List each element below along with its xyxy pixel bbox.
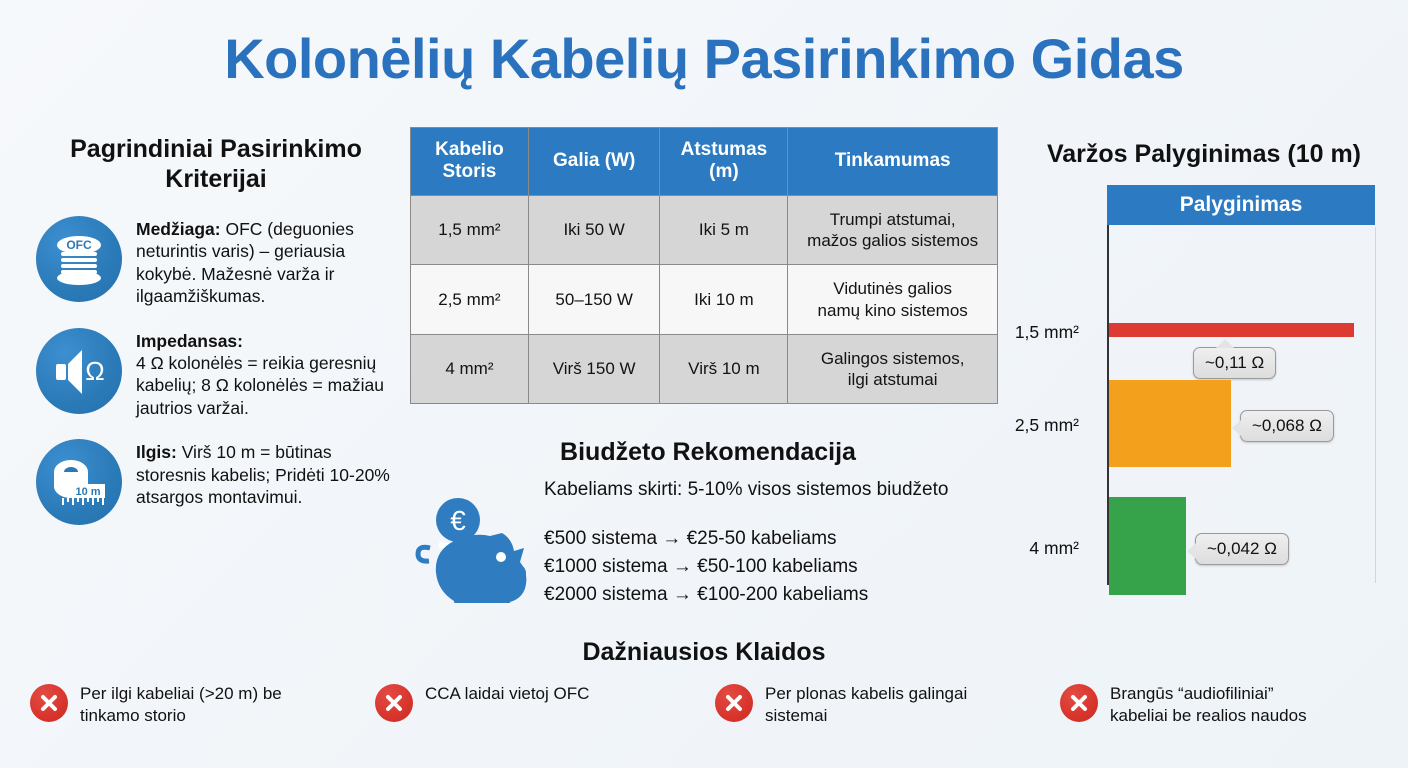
spec-table (410, 127, 998, 404)
criteria-body-length: Virš 10 m = būtinas storesnis kabelis; Pridėti 10-20% atsargos montavimui. (136, 442, 390, 507)
cell-suitability (788, 195, 998, 265)
criteria-label-impedance: Impedansas: (136, 330, 243, 351)
cable-spool-icon-text: OFC (66, 238, 92, 252)
error-x-icon (1060, 684, 1098, 722)
cell-power: Iki 50 W (528, 195, 660, 265)
mistake-item-2 (715, 682, 1060, 727)
chart-frame (1010, 185, 1398, 585)
budget-tier-line: €1000 sistema → €50-100 kabeliams (544, 556, 858, 578)
budget-title: Biudžeto Rekomendacija (560, 438, 856, 466)
error-x-icon (715, 684, 753, 722)
criteria-text-impedance (136, 326, 396, 420)
cell-suitability-line1: Vidutinės galios (833, 279, 953, 299)
mistake-item-3 (1060, 682, 1380, 727)
mistakes-title: Dažniausios Klaidos (582, 638, 826, 666)
criteria-label-material: Medžiaga: (136, 219, 221, 239)
mistakes-row (30, 682, 1380, 727)
criteria-heading (36, 135, 396, 194)
criteria-item-impedance (36, 326, 396, 420)
speaker-ohm-icon (36, 328, 122, 414)
cell-thickness: 1,5 mm² (411, 195, 529, 265)
cell-distance: Iki 5 m (660, 195, 788, 265)
resistance-chart-section (1010, 140, 1398, 585)
cell-thickness: 2,5 mm² (411, 265, 529, 335)
chart-bar-1 (1109, 380, 1231, 467)
mistake-text-3-line1: Brangūs “audiofiliniai” (1110, 684, 1274, 703)
chart-category-label-0: 1,5 mm² (1014, 322, 1079, 342)
cell-distance: Virš 10 m (660, 334, 788, 404)
cell-suitability (788, 265, 998, 335)
callout-tail-icon (1187, 543, 1196, 559)
cell-power: Virš 150 W (528, 334, 660, 404)
budget-section (410, 438, 1006, 609)
mistake-text-2-line1: Per plonas kabelis galingai (765, 684, 968, 703)
error-x-icon (375, 684, 413, 722)
criteria-body-material: OFC (deguonies neturintis varis) – geriausia kokybė. Mažesnė varža ir ilgaamžiškumas. (136, 219, 354, 307)
piggy-bank-icon (410, 479, 540, 608)
column-header-power: Galia (W) (528, 128, 660, 196)
table-row (411, 195, 998, 265)
chart-value-label-1: ~0,068 Ω (1252, 416, 1322, 435)
cell-power: 50–150 W (528, 265, 660, 335)
budget-tier-line: €500 sistema → €25-50 kabeliams (544, 528, 837, 549)
chart-bar-0 (1109, 323, 1354, 337)
cell-suitability-line2: ilgi atstumai (847, 370, 938, 390)
cell-suitability-line1: Trumpi atstumai, (829, 209, 956, 229)
cell-thickness: 4 mm² (411, 334, 529, 404)
mistake-text-0-line2: tinkamo storio (80, 705, 186, 725)
budget-tier-line: €2000 sistema → €100-200 kabeliams (544, 584, 869, 606)
criteria-body-impedance: 4 Ω kolonėlės = reikia geresnių kabelių; 8 Ω kolonėlės = mažiau jautrios varžai. (136, 352, 385, 418)
mistake-text-3-line2: kabeliai be realios naudos (1110, 705, 1307, 725)
mistake-text-1-line1: CCA laidai vietoj OFC (425, 684, 590, 703)
chart-bar-2 (1109, 497, 1186, 595)
measuring-tape-icon (36, 439, 122, 525)
criteria-text-length (136, 437, 396, 508)
criteria-heading-line1: Pagrindiniai Pasirinkimo (70, 135, 362, 163)
cable-spool-icon (36, 216, 122, 302)
criteria-section (36, 135, 396, 543)
table-row (411, 334, 998, 404)
table-header-row (411, 128, 998, 196)
mistake-text-1 (425, 682, 589, 705)
mistake-text-0 (80, 682, 282, 727)
mistake-text-0-line1: Per ilgi kabeliai (>20 m) be (80, 684, 282, 703)
error-x-icon (30, 684, 68, 722)
mistake-item-1 (375, 682, 715, 722)
chart-category-label-2: 4 mm² (1029, 538, 1079, 558)
chart-panel-header: Palyginimas (1107, 185, 1375, 225)
budget-lead-text: Kabeliams skirti: 5-10% visos sistemos biudžeto (544, 479, 949, 500)
criteria-heading-line2: Kriterijai (165, 164, 267, 193)
cell-suitability-line2: mažos galios sistemos (807, 231, 979, 251)
column-header-distance: Atstumas (m) (660, 128, 788, 196)
cell-suitability (788, 334, 998, 404)
page-title: Kolonėlių Kabelių Pasirinkimo Gidas (224, 27, 1184, 90)
chart-plot-area (1014, 225, 1375, 585)
speaker-ohm-icon-text: Ω (85, 355, 105, 386)
column-header-suitability: Tinkamumas (788, 128, 998, 196)
cell-suitability-line1: Galingos sistemos, (820, 348, 965, 368)
criteria-label-length: Ilgis: (136, 442, 177, 463)
chart-value-label-0: ~0,11 Ω (1205, 353, 1265, 372)
chart-value-label-2: ~0,042 Ω (1207, 539, 1277, 558)
column-header-thickness: Kabelio Storis (411, 128, 529, 196)
callout-tail-icon (1216, 339, 1234, 348)
chart-value-callout-2[interactable] (1195, 533, 1289, 565)
mistake-text-2 (765, 682, 967, 727)
budget-text-block (540, 479, 1006, 609)
svg-text:€: € (450, 505, 466, 536)
cell-suitability-line2: namų kino sistemos (817, 300, 968, 320)
chart-category-label-1: 2,5 mm² (1014, 415, 1079, 435)
mistake-text-3 (1110, 682, 1307, 727)
chart-value-callout-1[interactable] (1240, 410, 1334, 442)
criteria-item-length (36, 437, 396, 525)
criteria-item-material (36, 214, 396, 308)
measuring-tape-icon-text: 10 m (75, 486, 101, 499)
chart-value-callout-0[interactable] (1193, 347, 1276, 379)
table-row (411, 265, 998, 335)
cell-distance: Iki 10 m (660, 265, 788, 335)
criteria-text-material (136, 214, 396, 308)
budget-body (410, 479, 1006, 609)
chart-title: Varžos Palyginimas (10 m) (1046, 140, 1362, 168)
plot-right-rule (1375, 227, 1376, 583)
mistake-item-0 (30, 682, 375, 727)
mistake-text-2-line2: sistemai (765, 705, 828, 725)
callout-tail-icon (1232, 420, 1241, 436)
